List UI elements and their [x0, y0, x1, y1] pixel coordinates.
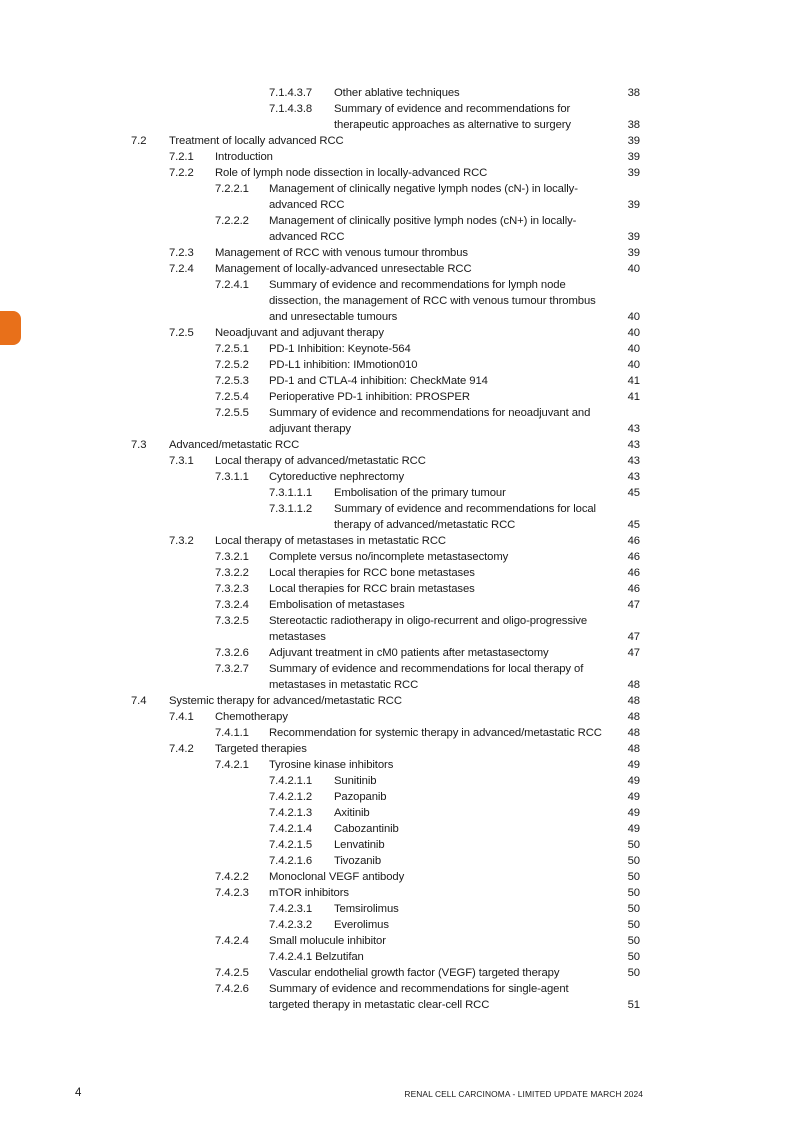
- toc-entry[interactable]: [0, 789, 793, 805]
- toc-entry-page-number: 43: [627, 471, 640, 483]
- toc-entry-number: 7.2.2: [169, 167, 194, 179]
- toc-entry-page-number: 48: [627, 711, 640, 723]
- toc-entry-page-number: 39: [627, 151, 640, 163]
- toc-entry-page-number: 46: [627, 551, 640, 563]
- toc-entry-page-number: 46: [627, 583, 640, 595]
- toc-entry-title-line: Cabozantinib: [334, 823, 399, 835]
- toc-entry-title-line: Small molucule inhibitor: [269, 935, 386, 947]
- toc-entry-number: 7.4.2.6: [215, 983, 249, 995]
- toc-entry[interactable]: [0, 85, 793, 101]
- toc-entry-title-line: Advanced/metastatic RCC: [169, 439, 300, 451]
- toc-entry[interactable]: [0, 869, 793, 885]
- toc-entry-number: 7.4.2.1.5: [269, 839, 313, 851]
- toc-entry[interactable]: [0, 901, 793, 917]
- toc-entry[interactable]: [0, 917, 793, 933]
- toc-entry-number: 7.2.5.1: [215, 343, 249, 355]
- toc-entry-page-number: 39: [627, 247, 640, 259]
- toc-entry-title-line: Management of clinically positive lymph nodes (cN+) in locally-: [269, 215, 577, 227]
- toc-entry-title-line: Axitinib: [334, 807, 370, 819]
- toc-entry-number: 7.1.4.3.8: [269, 103, 313, 115]
- toc-entry[interactable]: [0, 837, 793, 853]
- toc-entry[interactable]: [0, 453, 793, 469]
- toc-entry-title-line: 7.4.2.4.1 Belzutifan: [269, 951, 364, 963]
- toc-entry-title-line: Summary of evidence and recommendations for local therapy of: [269, 663, 584, 675]
- toc-entry[interactable]: [0, 949, 793, 965]
- toc-entry-number: 7.4.2: [169, 743, 194, 755]
- toc-entry-number: 7.4.2.2: [215, 871, 249, 883]
- toc-entry-number: 7.4.1: [169, 711, 194, 723]
- toc-entry-title-line: Treatment of locally advanced RCC: [169, 135, 344, 147]
- toc-entry-number: 7.3.1.1.1: [269, 487, 313, 499]
- toc-entry-number: 7.2.5.4: [215, 391, 249, 403]
- toc-entry-title-line: Everolimus: [334, 919, 389, 931]
- toc-entry-number: 7.3.2.1: [215, 551, 249, 563]
- toc-entry-title-line: Targeted therapies: [215, 743, 307, 755]
- toc-entry-title-line: Local therapies for RCC bone metastases: [269, 567, 475, 579]
- toc-entry-number: 7.4.1.1: [215, 727, 249, 739]
- toc-entry-title-line: Monoclonal VEGF antibody: [269, 871, 405, 883]
- toc-entry[interactable]: [0, 885, 793, 901]
- toc-entry-page-number: 46: [627, 535, 640, 547]
- toc-entry-number: 7.2.4.1: [215, 279, 249, 291]
- toc-entry-page-number: 43: [627, 423, 640, 435]
- toc-entry-number: 7.4.2.4: [215, 935, 249, 947]
- toc-entry-title-line: Pazopanib: [334, 791, 387, 803]
- toc-entry[interactable]: [0, 133, 793, 149]
- toc-entry-title-line: Temsirolimus: [334, 903, 399, 915]
- toc-entry[interactable]: [0, 261, 793, 277]
- toc-entry-title-line: Lenvatinib: [334, 839, 385, 851]
- toc-entry[interactable]: [0, 981, 793, 1013]
- toc-entry-number: 7.2.3: [169, 247, 194, 259]
- toc-entry-page-number: 47: [627, 631, 640, 643]
- toc-entry[interactable]: [0, 597, 793, 613]
- toc-entry-title-line: Chemotherapy: [215, 711, 288, 723]
- toc-entry-number: 7.3.2.7: [215, 663, 249, 675]
- toc-entry-page-number: 50: [627, 871, 640, 883]
- toc-entry-number: 7.4.2.1.6: [269, 855, 313, 867]
- table-of-contents: [0, 85, 793, 1013]
- toc-entry-title-line: Adjuvant treatment in cM0 patients after metastasectomy: [269, 647, 549, 659]
- toc-entry-title-line: Embolisation of the primary tumour: [334, 487, 506, 499]
- toc-entry-title-line: Embolisation of metastases: [269, 599, 405, 611]
- toc-entry[interactable]: [0, 853, 793, 869]
- toc-entry-title-line: and unresectable tumours: [269, 311, 398, 323]
- footer-document-title: RENAL CELL CARCINOMA - LIMITED UPDATE MARCH 2024: [404, 1089, 643, 1099]
- toc-entry[interactable]: [0, 821, 793, 837]
- toc-entry[interactable]: [0, 533, 793, 549]
- toc-entry-title-line: metastases in metastatic RCC: [269, 679, 419, 691]
- toc-entry[interactable]: [0, 213, 793, 245]
- toc-entry-page-number: 40: [627, 359, 640, 371]
- toc-entry[interactable]: [0, 501, 793, 533]
- toc-entry[interactable]: [0, 933, 793, 949]
- toc-entry-number: 7.4.2.3: [215, 887, 249, 899]
- toc-entry[interactable]: [0, 469, 793, 485]
- toc-entry-title-line: Management of clinically negative lymph nodes (cN-) in locally-: [269, 183, 578, 195]
- toc-entry-number: 7.1.4.3.7: [269, 87, 313, 99]
- toc-entry-number: 7.4.2.3.1: [269, 903, 313, 915]
- toc-entry[interactable]: [0, 613, 793, 645]
- toc-entry[interactable]: [0, 373, 793, 389]
- toc-entry[interactable]: [0, 549, 793, 565]
- toc-entry-title-line: PD-1 Inhibition: Keynote-564: [269, 343, 411, 355]
- toc-entry[interactable]: [0, 773, 793, 789]
- toc-entry-page-number: 50: [627, 903, 640, 915]
- toc-entry-number: 7.2.5.2: [215, 359, 249, 371]
- toc-entry-number: 7.3.1: [169, 455, 194, 467]
- toc-entry-number: 7.2.5.3: [215, 375, 249, 387]
- toc-entry-number: 7.2.2.1: [215, 183, 249, 195]
- toc-entry[interactable]: [0, 149, 793, 165]
- toc-entry-page-number: 39: [627, 167, 640, 179]
- toc-entry-page-number: 49: [627, 775, 640, 787]
- toc-entry-title-line: Summary of evidence and recommendations for single-agent: [269, 983, 569, 995]
- toc-entry-title-line: Management of locally-advanced unresectable RCC: [215, 263, 472, 275]
- toc-entry[interactable]: [0, 341, 793, 357]
- toc-entry[interactable]: [0, 325, 793, 341]
- toc-entry-number: 7.2.5: [169, 327, 194, 339]
- toc-entry[interactable]: [0, 565, 793, 581]
- footer-page-number: 4: [75, 1087, 82, 1099]
- toc-entry[interactable]: [0, 437, 793, 453]
- toc-entry-number: 7.2: [131, 135, 147, 147]
- toc-entry-title-line: Systemic therapy for advanced/metastatic RCC: [169, 695, 402, 707]
- toc-entry-title-line: Role of lymph node dissection in locally-advanced RCC: [215, 167, 488, 179]
- toc-entry-title-line: Summary of evidence and recommendations for lymph node: [269, 279, 566, 291]
- toc-entry-title-line: Summary of evidence and recommendations for neoadjuvant and: [269, 407, 591, 419]
- toc-entry-page-number: 41: [627, 391, 640, 403]
- toc-entry-number: 7.4.2.1: [215, 759, 249, 771]
- toc-entry-title-line: therapeutic approaches as alternative to surgery: [334, 119, 571, 131]
- toc-entry-page-number: 50: [627, 951, 640, 963]
- toc-entry[interactable]: [0, 101, 793, 133]
- toc-entry-title-line: Tyrosine kinase inhibitors: [269, 759, 394, 771]
- toc-entry-title-line: advanced RCC: [269, 231, 345, 243]
- toc-entry-number: 7.3.2.2: [215, 567, 249, 579]
- toc-entry-title-line: Summary of evidence and recommendations for: [334, 103, 571, 115]
- toc-entry[interactable]: [0, 581, 793, 597]
- toc-entry-page-number: 50: [627, 919, 640, 931]
- toc-entry-number: 7.4.2.1.4: [269, 823, 313, 835]
- toc-entry-number: 7.3.2.6: [215, 647, 249, 659]
- toc-entry-page-number: 50: [627, 855, 640, 867]
- toc-entry-page-number: 50: [627, 839, 640, 851]
- toc-entry-title-line: Vascular endothelial growth factor (VEGF) targeted therapy: [269, 967, 560, 979]
- toc-entry-page-number: 39: [627, 199, 640, 211]
- toc-entry-page-number: 43: [627, 439, 640, 451]
- toc-entry-number: 7.2.5.5: [215, 407, 249, 419]
- toc-entry-page-number: 48: [627, 743, 640, 755]
- toc-entry-page-number: 38: [627, 87, 640, 99]
- toc-entry-page-number: 49: [627, 823, 640, 835]
- toc-entry-page-number: 47: [627, 599, 640, 611]
- toc-entry-page-number: 51: [627, 999, 640, 1011]
- toc-entry-page-number: 50: [627, 967, 640, 979]
- toc-entry-title-line: mTOR inhibitors: [269, 887, 349, 899]
- toc-entry[interactable]: [0, 245, 793, 261]
- toc-entry-number: 7.4.2.5: [215, 967, 249, 979]
- toc-entry[interactable]: [0, 405, 793, 437]
- toc-entry-page-number: 40: [627, 327, 640, 339]
- toc-entry[interactable]: [0, 389, 793, 405]
- toc-entry-number: 7.3.1.1.2: [269, 503, 313, 515]
- toc-entry-page-number: 49: [627, 791, 640, 803]
- toc-entry-page-number: 43: [627, 455, 640, 467]
- toc-entry-title-line: Management of RCC with venous tumour thrombus: [215, 247, 468, 259]
- toc-entry-number: 7.2.4: [169, 263, 194, 275]
- toc-entry-number: 7.4.2.1.1: [269, 775, 313, 787]
- toc-entry-page-number: 49: [627, 759, 640, 771]
- toc-entry-number: 7.3.2.3: [215, 583, 249, 595]
- toc-entry[interactable]: [0, 757, 793, 773]
- toc-entry-number: 7.3: [131, 439, 147, 451]
- toc-entry-number: 7.3.1.1: [215, 471, 249, 483]
- toc-entry[interactable]: [0, 357, 793, 373]
- toc-entry-title-line: dissection, the management of RCC with venous tumour thrombus: [269, 295, 596, 307]
- toc-entry-page-number: 46: [627, 567, 640, 579]
- toc-entry-number: 7.2.1: [169, 151, 194, 163]
- toc-entry-title-line: Complete versus no/incomplete metastasectomy: [269, 551, 509, 563]
- toc-entry-title-line: PD-1 and CTLA-4 inhibition: CheckMate 914: [269, 375, 488, 387]
- toc-entry-page-number: 41: [627, 375, 640, 387]
- toc-entry-page-number: 45: [627, 487, 640, 499]
- toc-entry[interactable]: [0, 709, 793, 725]
- toc-entry-title-line: Neoadjuvant and adjuvant therapy: [215, 327, 384, 339]
- toc-entry-title-line: Local therapy of advanced/metastatic RCC: [215, 455, 426, 467]
- toc-entry-page-number: 45: [627, 519, 640, 531]
- toc-entry-title-line: Stereotactic radiotherapy in oligo-recurrent and oligo-progressive: [269, 615, 588, 627]
- toc-entry-page-number: 39: [627, 231, 640, 243]
- toc-entry-page-number: 48: [627, 727, 640, 739]
- toc-entry-number: 7.3.2: [169, 535, 194, 547]
- toc-entry-number: 7.4: [131, 695, 147, 707]
- toc-entry-number: 7.4.2.1.2: [269, 791, 313, 803]
- toc-entry-page-number: 50: [627, 935, 640, 947]
- toc-entry-number: 7.2.2.2: [215, 215, 249, 227]
- toc-entry[interactable]: [0, 965, 793, 981]
- toc-entry-page-number: 38: [627, 119, 640, 131]
- toc-entry-title-line: Perioperative PD-1 inhibition: PROSPER: [269, 391, 470, 403]
- toc-entry[interactable]: [0, 661, 793, 693]
- toc-entry-page-number: 50: [627, 887, 640, 899]
- toc-entry-page-number: 39: [627, 135, 640, 147]
- toc-entry-title-line: Other ablative techniques: [334, 87, 460, 99]
- toc-entry-title-line: metastases: [269, 631, 326, 643]
- toc-entry-page-number: 48: [627, 695, 640, 707]
- toc-entry[interactable]: [0, 805, 793, 821]
- toc-entry-number: 7.3.2.4: [215, 599, 249, 611]
- toc-entry-title-line: Local therapies for RCC brain metastases: [269, 583, 475, 595]
- toc-entry-title-line: Cytoreductive nephrectomy: [269, 471, 405, 483]
- toc-entry[interactable]: [0, 741, 793, 757]
- toc-entry[interactable]: [0, 165, 793, 181]
- toc-entry-title-line: Sunitinib: [334, 775, 377, 787]
- toc-entry-number: 7.3.2.5: [215, 615, 249, 627]
- toc-entry-page-number: 40: [627, 343, 640, 355]
- toc-entry[interactable]: [0, 645, 793, 661]
- toc-entry[interactable]: [0, 181, 793, 213]
- toc-entry-title-line: Local therapy of metastases in metastatic RCC: [215, 535, 446, 547]
- toc-entry[interactable]: [0, 693, 793, 709]
- toc-entry-title-line: Introduction: [215, 151, 273, 163]
- toc-entry-title-line: advanced RCC: [269, 199, 345, 211]
- toc-entry-title-line: targeted therapy in metastatic clear-cell RCC: [269, 999, 490, 1011]
- toc-entry-title-line: Tivozanib: [334, 855, 382, 867]
- toc-entry-number: 7.4.2.3.2: [269, 919, 313, 931]
- toc-entry-page-number: 40: [627, 263, 640, 275]
- toc-entry-title-line: PD-L1 inhibition: IMmotion010: [269, 359, 418, 371]
- toc-entry-page-number: 49: [627, 807, 640, 819]
- toc-entry-page-number: 48: [627, 679, 640, 691]
- toc-entry[interactable]: [0, 725, 793, 741]
- toc-entry[interactable]: [0, 485, 793, 501]
- toc-entry-title-line: adjuvant therapy: [269, 423, 351, 435]
- toc-entry-title-line: therapy of advanced/metastatic RCC: [334, 519, 516, 531]
- toc-entry-page-number: 47: [627, 647, 640, 659]
- toc-entry-page-number: 40: [627, 311, 640, 323]
- toc-entry-title-line: Recommendation for systemic therapy in advanced/metastatic RCC: [269, 727, 602, 739]
- toc-entry-number: 7.4.2.1.3: [269, 807, 313, 819]
- toc-entry-title-line: Summary of evidence and recommendations for local: [334, 503, 596, 515]
- toc-entry[interactable]: [0, 277, 793, 325]
